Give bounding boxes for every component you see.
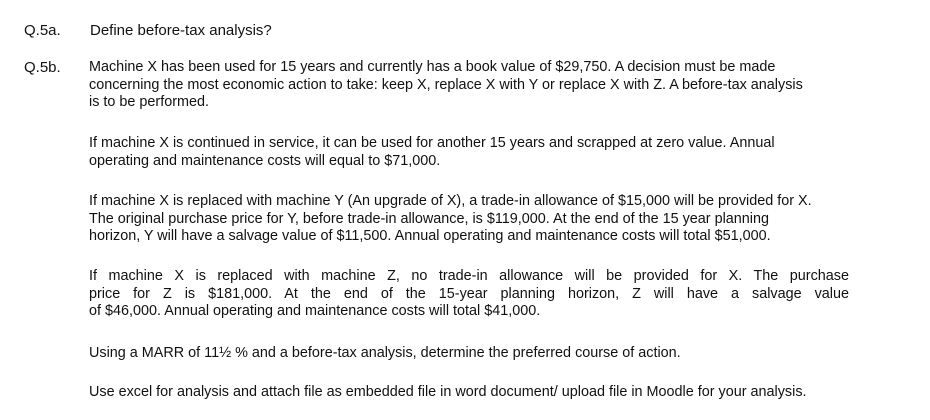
excel-instruction [89,384,807,402]
question-5a-text: Define before-tax analysis? [90,22,272,39]
machine-y-line: If machine X is replaced with machine Y (An upgrade of X), a trade-in allowance of $15,000 will be provided for X. [89,193,812,209]
machine-y-line: The original purchase price for Y, before trade-in allowance, is $119,000. At the end of the 15 year planning [89,210,770,227]
paragraph-machine-y [89,193,812,246]
intro-line: is to be performed. [89,94,209,110]
question-5a-label: Q.5a. [24,22,61,39]
machine-z-line: price for Z is $181,000. At the end of the 15-year planning horizon, Z will have a salvage value [89,285,849,302]
machine-z-line: of $46,000. Annual operating and maintenance costs will total $41,000. [89,303,541,319]
machine-x-line: If machine X is continued in service, it can be used for another 15 years and scrapped at zero value. Annual [89,135,775,151]
marr-instruction [89,345,681,363]
paragraph-machine-z [89,268,849,321]
excel-line: Use excel for analysis and attach file as embedded file in word document/ upload file in Moodle for your analysis. [89,384,807,400]
machine-z-line: If machine X is replaced with machine Z, no trade-in allowance will be provided for X. The purchase [89,268,849,284]
machine-y-line: horizon, Y will have a salvage value of $11,500. Annual operating and maintenance costs will total $51,000. [89,228,771,244]
question-5b-intro [89,59,803,112]
paragraph-machine-x [89,135,775,170]
intro-line: Machine X has been used for 15 years and currently has a book value of $29,750. A decision must be made [89,59,776,75]
machine-x-line: operating and maintenance costs will equal to $71,000. [89,152,441,169]
marr-line: Using a MARR of 11½ % and a before-tax analysis, determine the preferred course of action. [89,345,681,361]
intro-line: concerning the most economic action to take: keep X, replace X with Y or replace X with Z. A before-tax analysis [89,76,803,93]
question-5b-label: Q.5b. [24,59,61,76]
